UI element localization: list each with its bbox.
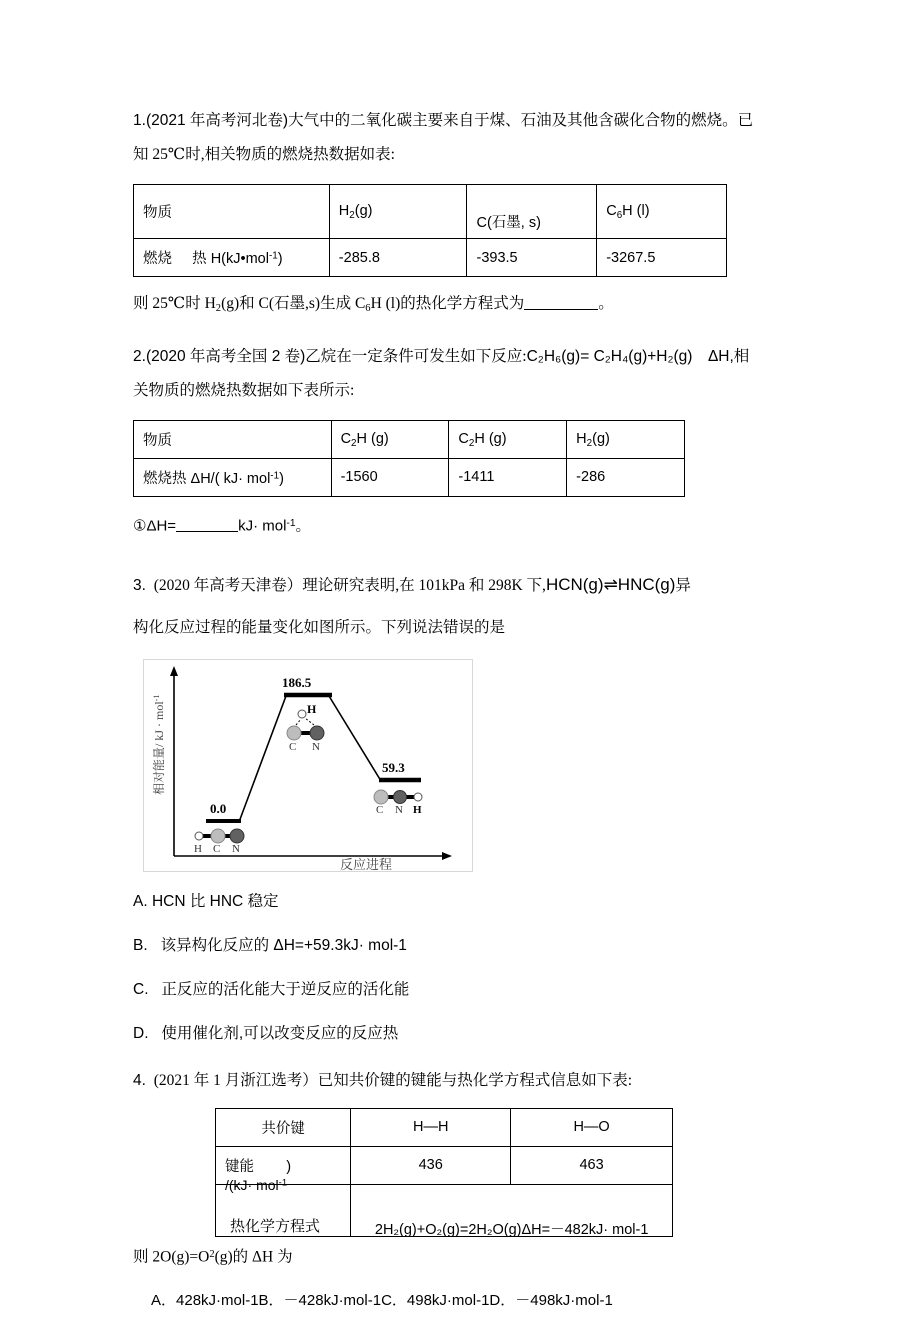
followup-period: 。 (598, 295, 614, 312)
molecule-hcn-reactant (194, 829, 244, 855)
cell-c2h6: $C_2H$ (g) (331, 420, 449, 458)
question-4-followup (133, 1237, 788, 1276)
question-3-source: (2020 年高考天津卷） (153, 576, 303, 594)
cell-bond-hh: H—H (351, 1108, 511, 1146)
thermo-equation-value-text: 2H₂(g)+O₂(g)=2H₂O(g)ΔH=－482kJ· mol-1 (374, 1221, 649, 1238)
cell-bond-header: 共价键 (216, 1108, 351, 1146)
question-1-number: 1. (133, 112, 146, 129)
question-2-stem-line2: 关物质的燃烧热数据如下表所示: (133, 381, 355, 399)
cell-value-c2h4: -1411 (449, 458, 567, 496)
cell-thermo-equation-value (351, 1184, 673, 1236)
cell-value-c: -393.5 (467, 239, 597, 277)
cell-c-graphite: C(石墨, s) (467, 185, 597, 239)
cell-combustion-heat-label: 燃烧 热 H(kJ•mol$^{-1}$) (134, 239, 330, 277)
delta-h-label: ΔH= (146, 517, 177, 535)
y-axis-arrow-icon (170, 666, 178, 676)
question-3-stem-a: 理论研究表明,在 101kPa 和 298K 下, (302, 576, 546, 594)
question-3-number: 3. (133, 576, 146, 594)
bond-energy-paren: ) (286, 1158, 292, 1175)
cell-substance-header: 物质 (134, 185, 330, 239)
x-axis-arrow-icon (442, 852, 452, 860)
followup-text-1: 则 25℃时 H (133, 295, 216, 312)
table-row (216, 1184, 673, 1236)
table-row (134, 185, 727, 239)
value-label-product: 59.3 (382, 759, 405, 775)
subscript: 6 (616, 209, 623, 221)
item-marker: ① (133, 517, 147, 535)
question-2-stem (133, 340, 788, 408)
cell-value-h2: -285.8 (329, 239, 467, 277)
cell-energy-ho: 463 (511, 1146, 673, 1184)
superscript: -1 (278, 1177, 288, 1189)
question-3-stem-b: 异 (675, 576, 691, 594)
atom-label-h: H (307, 701, 317, 716)
cell-c2h4: $C_2H$ (g) (449, 420, 567, 458)
atom-h-icon (414, 793, 422, 801)
question-2-number: 2. (133, 347, 146, 365)
choice-label: C. (133, 980, 149, 998)
table-row (216, 1108, 673, 1146)
question-1-source: (2021 年高考河北卷) (145, 112, 289, 129)
question-3-stem (133, 564, 788, 649)
subscript: 6 (365, 302, 371, 314)
x-axis-label: 反应进程 (340, 856, 393, 871)
followup-pre: 则 2O(g)=O (133, 1248, 210, 1266)
superscript: -1 (268, 250, 278, 262)
question-3-eq-left: HCN(g) (545, 574, 604, 594)
period: 。 (295, 517, 311, 535)
choice-label: D. (133, 1024, 149, 1042)
energy-diagram-svg (144, 660, 472, 871)
question-3-stem-line2: 构化反应过程的能量变化如图所示。下列说法错误的是 (133, 618, 506, 636)
choice-label: A. (133, 892, 148, 910)
choice-text: HCN 比 HNC 稳定 (151, 892, 279, 910)
atom-label-n: N (232, 842, 240, 855)
question-3-choice-d[interactable] (133, 1012, 788, 1056)
document-content (133, 104, 788, 1319)
choice-text: 使用催化剂,可以改变反应的反应热 (161, 1024, 399, 1042)
dashed-bond-1 (296, 719, 301, 725)
question-2-source: (2020 年高考全国 2 卷) (145, 347, 306, 365)
question-1-table (133, 184, 727, 277)
atom-c-icon (211, 829, 225, 843)
question-2-table (133, 420, 685, 497)
cell-thermo-equation-label (216, 1184, 351, 1236)
energy-diagram-figure (143, 659, 473, 872)
superscript: -1 (286, 517, 296, 529)
subscript: 2 (586, 437, 593, 449)
atom-label-n: N (312, 740, 320, 753)
atom-n-icon (230, 829, 244, 843)
superscript: 2 (209, 1248, 215, 1260)
cell-c6h6: $C_6H$ (l) (597, 185, 727, 239)
followup-post: (g)的 ΔH 为 (214, 1248, 293, 1266)
atom-c-icon (287, 726, 301, 740)
cell-substance-header: 物质 (134, 420, 332, 458)
question-3-choice-b[interactable] (133, 924, 788, 968)
atom-h-icon (298, 710, 306, 718)
molecule-transition-state (287, 702, 324, 753)
equilibrium-arrow-icon: ⇌ (603, 574, 618, 594)
cell-h2: $H_2(g)$ (567, 420, 685, 458)
table-row (134, 420, 685, 458)
question-4-stem-text: 已知共价键的键能与热化学方程式信息如下表: (317, 1071, 633, 1089)
cell-h2g: $H_2(g)$ (329, 185, 467, 239)
atom-label-h: H (194, 842, 202, 855)
atom-n-icon (310, 726, 324, 740)
atom-label-c: C (376, 803, 384, 816)
followup-text-3: H (l)的热化学方程式为 (370, 295, 525, 312)
atom-label-h: H (413, 803, 422, 816)
followup-text-2: (g)和 C(石墨,s)生成 C (221, 295, 366, 312)
question-4-options[interactable]: A．428kJ·mol-1B．－428kJ·mol-1C．498kJ·mol-1D．－498kJ·mol-1 (151, 1292, 613, 1310)
question-1-stem-line1: 大气中的二氧化碳主要来自于煤、石油及其他含碳化合物的燃烧。已 (288, 112, 754, 129)
atom-n-icon (394, 790, 407, 803)
table-row (216, 1146, 673, 1184)
table-row (134, 458, 685, 496)
answer-blank[interactable] (176, 517, 238, 532)
superscript: -1 (270, 470, 280, 482)
subscript: 2 (349, 209, 355, 221)
cell-value-c6h6: -3267.5 (597, 239, 727, 277)
question-2-equation-tail: ΔH,相 (707, 347, 750, 365)
subscript: 2 (215, 302, 222, 314)
cell-bond-energy-label (216, 1146, 351, 1193)
molecule-hnc-product (374, 790, 422, 816)
unit-label: kJ· mol (238, 517, 287, 535)
question-4-number: 4. (133, 1071, 146, 1089)
question-4-stem (133, 1064, 788, 1098)
question-1-followup (133, 287, 788, 326)
choice-text: 正反应的活化能大于逆反应的活化能 (161, 980, 410, 998)
cell-value-c2h6: -1560 (331, 458, 449, 496)
question-3-choice-c[interactable] (133, 968, 788, 1012)
choice-text: 该异构化反应的 ΔH=+59.3kJ· mol-1 (160, 936, 407, 954)
cell-bond-ho: H—O (511, 1108, 673, 1146)
subscript: 2 (351, 437, 357, 449)
value-label-transition: 186.5 (282, 674, 312, 690)
bond-energy-unit: /(kJ· mol$^{-1}$ (225, 1176, 288, 1193)
question-2-equation: C₂H₆(g)= C₂H₄(g)+H₂(g) (526, 347, 693, 365)
value-label-reactant: 0.0 (210, 800, 227, 816)
atom-label-n: N (395, 803, 403, 816)
dashed-bond-2 (305, 718, 314, 725)
question-4-source: (2021 年 1 月浙江选考） (153, 1071, 318, 1089)
y-axis-label: 相对能量/ kJ · mol$^{-1}$ (152, 694, 166, 795)
cell-value-h2: -286 (567, 458, 685, 496)
question-2-followup (133, 507, 788, 544)
choice-label: B. (133, 936, 148, 954)
question-2-stem-line1: 乙烷在一定条件可发生如下反应: (305, 347, 527, 365)
atom-c-icon (374, 790, 388, 804)
question-3-eq-right: HNC(g) (617, 574, 676, 594)
atom-h-icon (195, 832, 203, 840)
table-row (134, 239, 727, 277)
cell-combustion-heat-label: 燃烧热 ΔH/( kJ· mol$^{-1}$) (134, 458, 332, 496)
cell-energy-hh: 436 (351, 1146, 511, 1184)
question-1-stem (133, 104, 788, 172)
thermo-equation-text: 热化学方程式 (230, 1218, 321, 1235)
answer-blank[interactable] (524, 294, 598, 310)
atom-label-c: C (213, 842, 221, 855)
question-4-table (215, 1108, 673, 1237)
question-3-choice-a[interactable] (133, 880, 788, 924)
atom-label-c: C (289, 740, 297, 753)
subscript: 2 (468, 437, 475, 449)
bond-energy-text: 键能 (225, 1158, 254, 1175)
question-1-stem-line2: 知 25℃时,相关物质的燃烧热数据如表: (133, 146, 395, 163)
